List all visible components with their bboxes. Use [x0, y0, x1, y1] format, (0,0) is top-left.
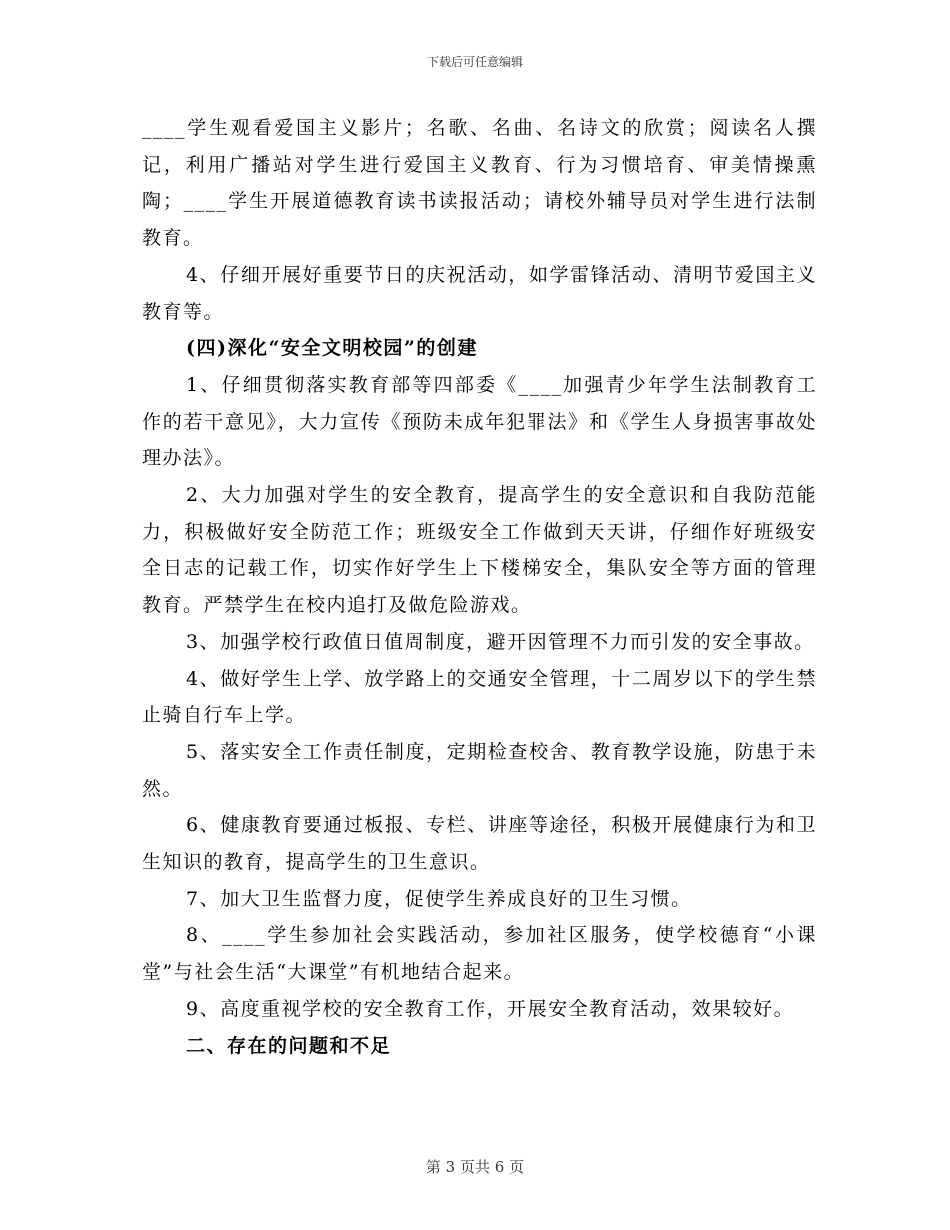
page-header: 下载后可任意编辑: [426, 55, 523, 69]
paragraph-item-5-responsibility: 5、落实安全工作责任制度，定期检查校舍、教育教学设施，防患于未然。: [142, 740, 817, 800]
document-body: [142, 110, 817, 1064]
paragraph-item-6-health: 6、健康教育要通过板报、专栏、讲座等途径，积极开展健康行为和卫生知识的教育，提高学生的卫生意识。: [142, 814, 817, 874]
paragraph-item-9-safety-work: 9、高度重视学校的安全教育工作，开展安全教育活动，效果较好。: [186, 997, 795, 1020]
paragraph-activities: ____学生观看爱国主义影片；名歌、名曲、名诗文的欣赏；阅读名人撰记，利用广播站对学生进行爱国主义教育、行为习惯培育、审美情操熏陶；____学生开展道德教育读书读报活动；请校外辅导员对学生进行法制教育。: [142, 117, 817, 250]
paragraph-item-1-law: 1、仔细贯彻落实教育部等四部委《____加强青少年学生法制教育工作的若干意见》，大力宣传《预防未成年犯罪法》和《学生人身损害事故处理办法》。: [142, 373, 817, 470]
paragraph-item-4-traffic: 4、做好学生上学、放学路上的交通安全管理，十二周岁以下的学生禁止骑自行车上学。: [142, 667, 817, 727]
paragraph-item-8-practice: 8、____学生参加社会实践活动，参加社区服务，使学校德育“小课堂”与社会生活“大课堂”有机地结合起来。: [142, 924, 817, 984]
section-heading-safe-campus: (四)深化“安全文明校园”的创建: [186, 337, 478, 360]
section-heading-problems: 二、存在的问题和不足: [186, 1034, 392, 1057]
paragraph-item-2-safety-education: 2、大力加强对学生的安全教育，提高学生的安全意识和自我防范能力，积极做好安全防范工作；班级安全工作做到天天讲，仔细作好班级安全日志的记载工作，切实作好学生上下楼梯安全，集队安全等方面的管理教育。严禁学生在校内追打及做危险游戏。: [142, 484, 817, 617]
paragraph-item-7-hygiene: 7、加大卫生监督力度，促使学生养成良好的卫生习惯。: [186, 887, 692, 910]
paragraph-item-4-holidays: 4、仔细开展好重要节日的庆祝活动，如学雷锋活动、清明节爱国主义教育等。: [142, 263, 817, 323]
paragraph-item-3-duty: 3、加强学校行政值日值周制度，避开因管理不力而引发的安全事故。: [186, 630, 815, 653]
page-footer: 第 3 页共 6 页: [425, 1158, 525, 1176]
